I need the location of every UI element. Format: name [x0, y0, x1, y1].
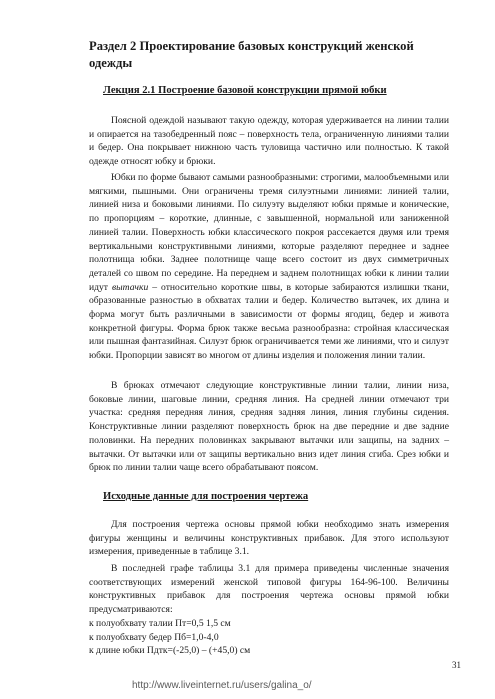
paragraph-darts-text: – относительно короткие швы, в которые забираются излишки ткани, образованные разностью в обхватах талии и бедер. Количество вытачек, их длина и форма могут быть различными в зависимости от формы ягодиц, бедер и живота конкретной фигуры. Форма брюк также весьма разнообразна: стройная классическая или пышная фантазийная. Силуэт брюк ограничивается теми же линиями, что и силуэт юбки. Пропорции зависят во многом от длины изделия и положения линии талии. [89, 281, 449, 362]
source-watermark: http://www.liveinternet.ru/users/galina_o/ [132, 680, 312, 691]
list-item: к полуобхвату бедер Пб=1,0-4,0 [89, 631, 219, 643]
subsection-title [103, 490, 443, 504]
allowances-list [89, 617, 429, 658]
lecture-title-text: Лекция 2.1 Построение базовой конструкции прямой юбки [103, 85, 387, 96]
paragraph-allowances: В последней графе таблицы 3.1 для примера приведены численные значения соответствующих измерений женской типовой фигуры 164-96-100. Величины конструктивных прибавок для построения чертежа основы прямой юбки предусматриваются: [89, 563, 449, 616]
page-number: 31 [452, 660, 461, 670]
paragraph-skirt-forms-text: Юбки по форме бывают самыми разнообразными: строгими, малообъемными или мягкими, пышными. Они ограничены тремя силуэтными линиями: линией талии, линией низа и боковыми линиями. По силуэту выделяют юбки прямые и конические, по пропорциям – короткие, длинные, с завышенной, нормальной или заниженной линией талии. Поверхность юбки классического покроя рассекается двумя или тремя вертикальными конструктивными линиями, которые разделяют переднее и заднее полотнища юбки. Заднее полотнище чаще всего состоит из двух симметричных деталей со швом по середине. На переднем и заднем полотнищах юбки к линии талии идут [89, 172, 449, 293]
list-item: к длине юбки Пдтк=(-25,0) – (+45,0) см [89, 645, 251, 657]
subsection-title-text: Исходные данные для построения чертежа [103, 491, 309, 502]
section-title: Раздел 2 Проектирование базовых конструкций женской одежды [89, 39, 414, 70]
italic-term-darts: вытачки [112, 281, 149, 293]
paragraph-skirt-forms [89, 171, 449, 363]
lecture-title [103, 84, 443, 98]
list-item: к полуобхвату талии Пт=0,5 1,5 см [89, 618, 231, 629]
paragraph-trousers: В брюках отмечают следующие конструктивные линии талии, линии низа, боковые линии, шаговые линии, средняя линия. На средней линии отмечают три участка: средняя передняя линия, средняя задняя линия, линия глубины сидения. Конструктивные линии разделяют поверхность брюк на две передние и две задние половинки. На передних половинках закрывают вытачки или защипы, на задних – вытачки. От вытачки или от защипы вертикально вниз идет линия сгиба. Срез юбки и брюк по линии талии чаще всего обрабатывают поясом. [89, 380, 449, 474]
paragraph-intro: Поясной одеждой называют такую одежду, которая удерживается на линии талии и опирается на тазобедренный пояс – поверхность тела, ограниченную линиями талии и бедер. Она покрывает нижнюю часть туловища частично или полностью. К такой одежде относят юбку и брюки. [89, 115, 449, 168]
paragraph-measurements: Для построения чертежа основы прямой юбки необходимо знать измерения фигуры женщины и величины конструктивных прибавок. Для этого используют измерения, приведенные в таблице 3.1. [89, 519, 449, 558]
